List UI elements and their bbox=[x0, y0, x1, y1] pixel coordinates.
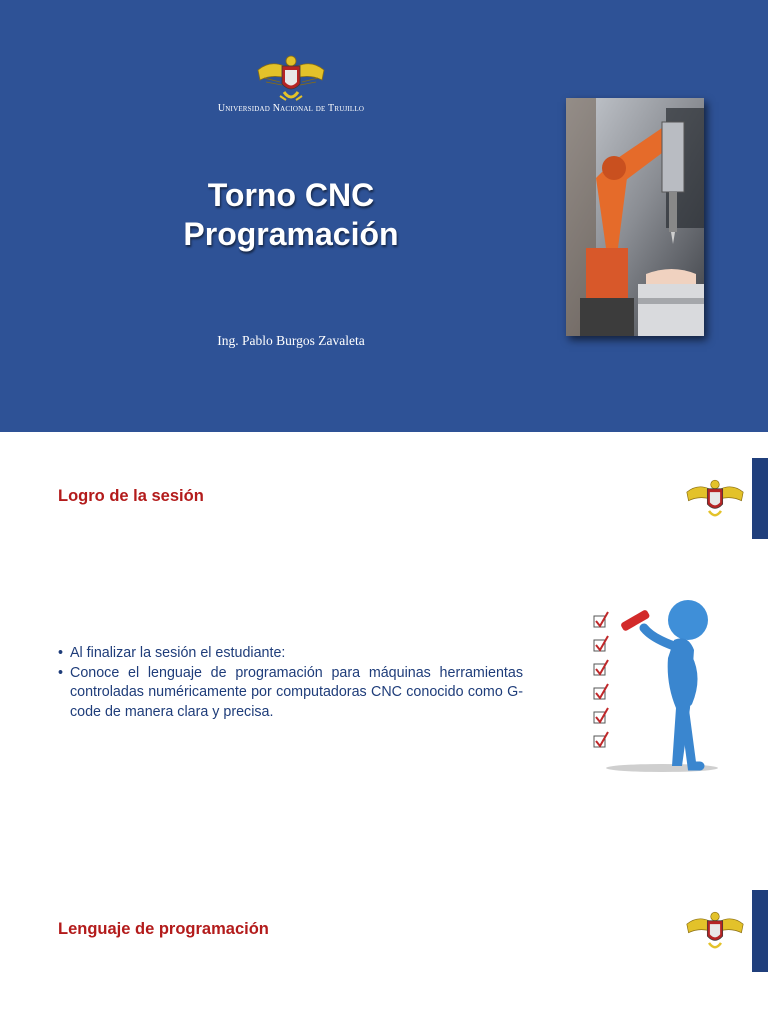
bullet-item: • Conoce el lenguaje de programación para máquinas herramientas controladas numéricamente por computadoras CNC conocido como G-code de manera clara y precisa. bbox=[58, 664, 523, 723]
author-name: Ing. Pablo Burgos Zavaleta bbox=[217, 333, 365, 348]
university-crest-icon bbox=[680, 476, 750, 522]
objective-bullet-list bbox=[58, 644, 523, 722]
robot-arm-photo bbox=[566, 98, 704, 336]
slide-heading: Lenguaje de programación bbox=[58, 920, 269, 938]
title-line-2: Programación bbox=[183, 216, 399, 252]
presentation-title bbox=[120, 176, 462, 254]
title-line-1: Torno CNC bbox=[207, 177, 375, 213]
objective-slide bbox=[0, 432, 768, 864]
university-name: Universidad Nacional de Trujillo bbox=[217, 103, 365, 114]
accent-sidebar bbox=[752, 890, 768, 972]
programming-language-slide bbox=[0, 864, 768, 1024]
bullet-item: • Al finalizar la sesión el estudiante: bbox=[58, 644, 523, 664]
university-crest-icon bbox=[250, 52, 332, 104]
title-slide bbox=[0, 0, 768, 432]
university-crest-icon bbox=[680, 908, 750, 954]
accent-sidebar bbox=[752, 458, 768, 539]
checklist-figure-icon bbox=[588, 598, 720, 774]
slide-heading: Logro de la sesión bbox=[58, 487, 204, 505]
